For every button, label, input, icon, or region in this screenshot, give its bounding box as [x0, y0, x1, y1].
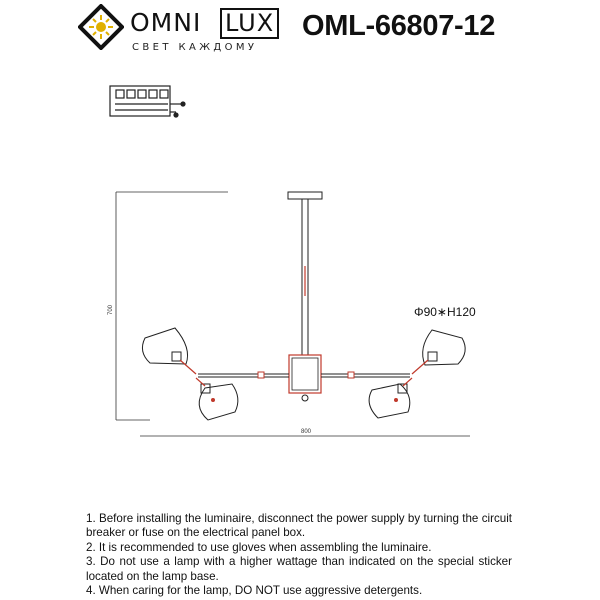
- width-label: 800: [300, 429, 312, 435]
- brand-name-omni: OMNI: [130, 8, 202, 37]
- central-body: [289, 355, 321, 401]
- right-shade-upper: [412, 330, 465, 374]
- left-shade-lower: [196, 378, 238, 420]
- instruction-item: 1. Before installing the luminaire, disconnect the power supply by turning the circuit breaker or fuse on the electrical panel box.: [86, 512, 512, 540]
- instruction-item: 4. When caring for the lamp, DO NOT use aggressive detergents.: [86, 584, 423, 598]
- brand-name-lux: LUX: [220, 8, 279, 39]
- left-shade-upper: [142, 328, 196, 374]
- wiring-block-icon: [110, 86, 185, 117]
- arm-joint-right: [348, 372, 354, 378]
- height-dimension: [116, 192, 228, 420]
- arm-joint-left: [258, 372, 264, 378]
- shade-size-label: Φ90∗H120: [414, 305, 476, 319]
- model-number: OML-66807-12: [302, 10, 496, 42]
- right-shade-lower: [369, 378, 412, 418]
- instruction-item: 3. Do not use a lamp with a higher wattage than indicated on the special sticker located on the lamp base.: [86, 555, 512, 583]
- instruction-item: 2. It is recommended to use gloves when assembling the luminaire.: [86, 540, 432, 554]
- height-label: 700: [108, 304, 114, 316]
- brand-tagline: СВЕТ КАЖДОМУ: [132, 42, 258, 53]
- installation-instructions: [86, 512, 512, 598]
